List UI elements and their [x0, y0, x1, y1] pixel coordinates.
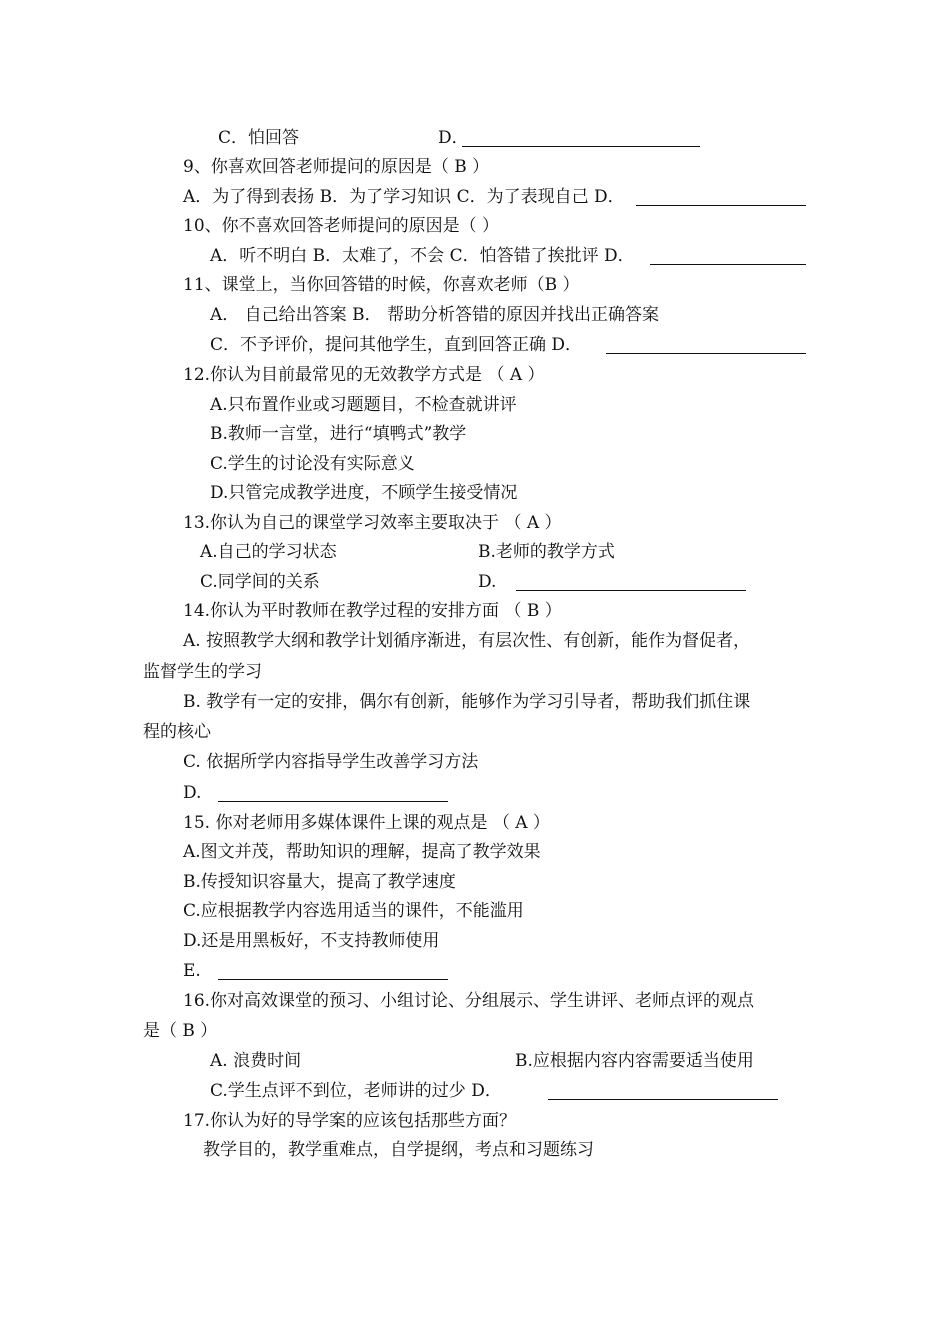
q8-option-d: D．: [438, 128, 469, 148]
q11-answer-blank[interactable]: [606, 353, 806, 354]
q9-options: A．为了得到表扬 B．为了学习知识 C．为了表现自己 D．: [183, 187, 625, 207]
q12-option-d: D.只管完成教学进度，不顾学生接受情况: [210, 483, 518, 503]
q14-option-b-cont: 程的核心: [143, 722, 211, 742]
q14-answer-blank[interactable]: [218, 801, 448, 802]
q15-option-a: A.图文并茂，帮助知识的理解，提高了教学效果: [183, 842, 541, 862]
q15-option-d: D.还是用黑板好，不支持教师使用: [183, 931, 440, 951]
q8-option-c: C．怕回答: [218, 128, 300, 148]
q15-answer-blank[interactable]: [218, 979, 448, 980]
q10-question: 10、你不喜欢回答老师提问的原因是（ ）: [183, 216, 500, 236]
q16-option-a: A. 浪费时间: [210, 1051, 302, 1071]
q16-question-cont: 是（ B ）: [143, 1021, 218, 1041]
q10-options: A．听不明白 B．太难了，不会 C．怕答错了挨批评 D．: [210, 246, 635, 266]
q15-option-e: E.: [183, 961, 201, 981]
q11-options-cd: C．不予评价，提问其他学生，直到回答正确 D．: [210, 335, 583, 355]
q15-option-c: C.应根据教学内容选用适当的课件，不能滥用: [183, 901, 524, 921]
q16-answer-blank[interactable]: [548, 1099, 778, 1100]
q16-options-cd: C.学生点评不到位，老师讲的过少 D．: [210, 1081, 502, 1101]
q16-question: 16.你对高效课堂的预习、小组讨论、分组展示、学生讲评、老师点评的观点: [183, 991, 755, 1011]
q12-option-a: A.只布置作业或习题题目，不检查就讲评: [210, 395, 517, 415]
q13-option-d: D.: [478, 572, 497, 592]
q14-option-b: B. 教学有一定的安排，偶尔有创新，能够作为学习引导者，帮助我们抓住课: [183, 692, 751, 712]
q13-answer-blank[interactable]: [516, 590, 746, 591]
q16-option-b: B.应根据内容内容需要适当使用: [515, 1051, 754, 1071]
q9-question: 9、你喜欢回答老师提问的原因是（ B ）: [183, 157, 490, 177]
q13-option-a: A.自己的学习状态: [200, 542, 337, 562]
q10-answer-blank[interactable]: [650, 264, 806, 265]
q15-question: 15. 你对老师用多媒体课件上课的观点是 （ A ）: [183, 813, 550, 833]
q11-options-ab: A． 自己给出答案 B． 帮助分析答错的原因并找出正确答案: [210, 305, 659, 325]
q14-option-d: D.: [183, 783, 202, 803]
q14-option-c: C. 依据所学内容指导学生改善学习方法: [183, 752, 479, 772]
q14-option-a-cont: 监督学生的学习: [143, 662, 262, 682]
q8-answer-blank[interactable]: [462, 146, 700, 147]
q17-answer: 教学目的，教学重难点，自学提纲，考点和习题练习: [203, 1140, 594, 1160]
q12-option-b: B.教师一言堂，进行“填鸭式”教学: [210, 424, 467, 444]
q13-option-b: B.老师的教学方式: [478, 542, 615, 562]
q17-question: 17.你认为好的导学案的应该包括那些方面？: [183, 1111, 517, 1131]
q9-answer-blank[interactable]: [636, 205, 806, 206]
q11-question: 11、课堂上，当你回答错的时候，你喜欢老师（B ）: [183, 275, 580, 295]
q12-option-c: C.学生的讨论没有实际意义: [210, 454, 415, 474]
q14-question: 14.你认为平时教师在教学过程的安排方面 （ B ）: [183, 601, 562, 621]
q13-question: 13.你认为自己的课堂学习效率主要取决于 （ A ）: [183, 513, 562, 533]
q13-option-c: C.同学间的关系: [200, 572, 320, 592]
q14-option-a: A. 按照教学大纲和教学计划循序渐进，有层次性、有创新，能作为督促者，: [183, 631, 751, 651]
q12-question: 12.你认为目前最常见的无效教学方式是 （ A ）: [183, 365, 545, 385]
q15-option-b: B.传授知识容量大，提高了教学速度: [183, 872, 456, 892]
